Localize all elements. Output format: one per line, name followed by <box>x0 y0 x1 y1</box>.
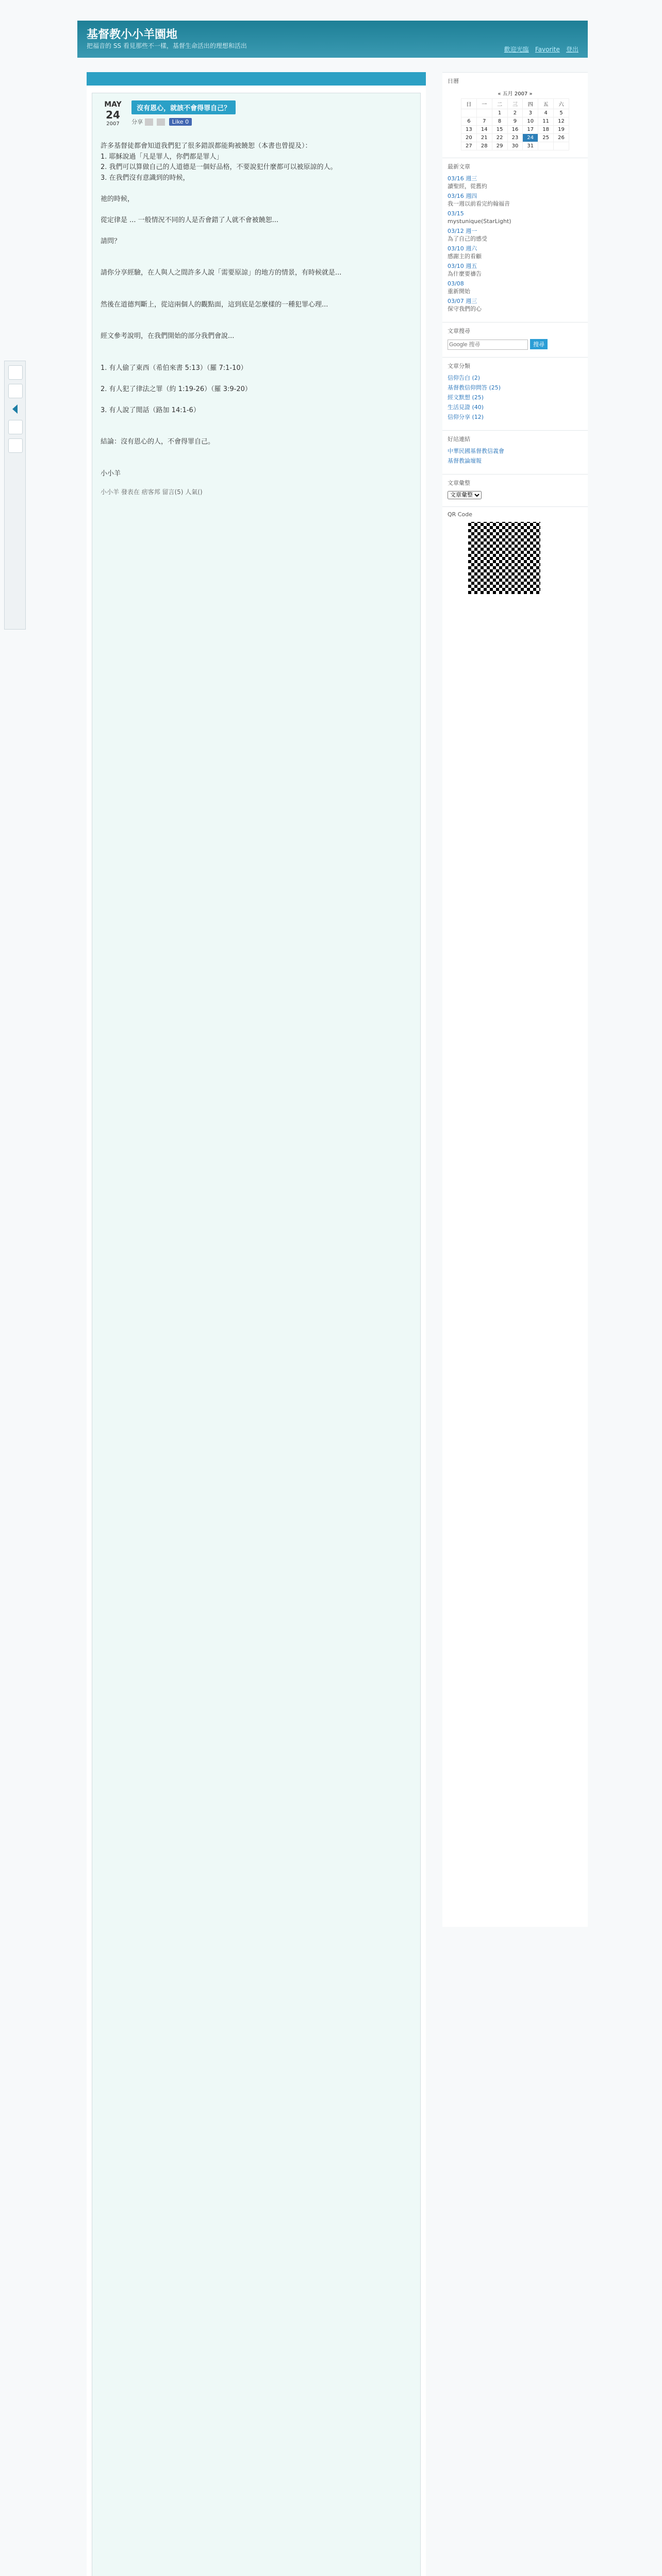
post-tools <box>131 117 400 126</box>
category-item <box>448 403 583 411</box>
calendar-day[interactable]: 5 <box>554 109 569 117</box>
recent-post-item <box>448 210 583 225</box>
calendar-day[interactable]: 14 <box>476 126 492 134</box>
recent-post-item <box>448 280 583 295</box>
search-row <box>448 339 583 350</box>
calendar-week <box>461 126 569 134</box>
category-link[interactable]: 信仰告白 (2) <box>448 375 481 381</box>
share-label: 分享 <box>131 118 143 125</box>
calendar-day[interactable]: 11 <box>538 117 554 126</box>
category-item <box>448 374 583 382</box>
qr-code-image <box>468 522 540 594</box>
calendar-day[interactable] <box>538 142 554 150</box>
calendar-dow: 二 <box>492 99 507 109</box>
calendar-day[interactable]: 12 <box>554 117 569 126</box>
main-top-band <box>87 72 426 86</box>
calendar-day[interactable]: 3 <box>523 109 538 117</box>
calendar-week <box>461 134 569 142</box>
calendar-day[interactable]: 17 <box>523 126 538 134</box>
recent-post-title[interactable]: mystunique(StarLight) <box>448 218 511 225</box>
site-header <box>77 21 588 58</box>
post-date <box>101 100 125 127</box>
calendar-day[interactable]: 21 <box>476 134 492 142</box>
calendar-dow: 四 <box>523 99 538 109</box>
recent-post-date[interactable]: 03/10 週六 <box>448 245 477 252</box>
calendar-day[interactable] <box>554 142 569 150</box>
calendar-day[interactable] <box>476 109 492 117</box>
post-header <box>131 100 400 126</box>
share-icon[interactable] <box>145 118 153 126</box>
recent-post-item <box>448 262 583 278</box>
categories-section <box>442 357 588 430</box>
calendar-day[interactable]: 2 <box>507 109 523 117</box>
site-subtitle: 把福音的 SS 看見那些不一樣，基督生命活出的理想和活出 <box>87 42 247 49</box>
post-day: 24 <box>106 109 120 121</box>
calendar-body <box>461 109 569 150</box>
post-year: 2007 <box>106 121 120 127</box>
recent-post-title[interactable]: 為什麼要禱告 <box>448 270 482 277</box>
calendar-day[interactable]: 24 <box>523 134 538 142</box>
calendar-day[interactable]: 18 <box>538 126 554 134</box>
calendar-day[interactable]: 6 <box>461 117 477 126</box>
header-links <box>500 45 578 54</box>
recent-post-item <box>448 245 583 260</box>
calendar-dow: 日 <box>461 99 477 109</box>
recent-posts-section <box>442 158 588 322</box>
post-month: MAY <box>104 100 122 109</box>
calendar-dow: 五 <box>538 99 554 109</box>
archive-section <box>442 474 588 506</box>
calendar-section <box>442 72 588 158</box>
calendar-day[interactable]: 19 <box>554 126 569 134</box>
links-section <box>442 430 588 474</box>
calendar-dow: 三 <box>507 99 523 109</box>
search-section <box>442 322 588 357</box>
calendar-day[interactable]: 8 <box>492 117 507 126</box>
category-item <box>448 394 583 401</box>
qr-section <box>442 506 588 601</box>
archive-title: 文章彙整 <box>448 480 470 486</box>
calendar-week <box>461 142 569 150</box>
qr-title: QR Code <box>448 511 472 518</box>
post-footer: 小小羊 發表在 痞客邦 留言(5) 人氣() <box>101 488 203 496</box>
category-link[interactable]: 信仰分享 (12) <box>448 414 484 420</box>
calendar-day[interactable]: 7 <box>476 117 492 126</box>
rail-button-2[interactable] <box>8 384 23 398</box>
rail-button-3[interactable] <box>8 420 23 434</box>
sidebar <box>442 72 588 1927</box>
facebook-like-button[interactable]: Like 0 <box>169 118 192 126</box>
recent-post-date[interactable]: 03/16 週四 <box>448 193 477 199</box>
header-link-logout[interactable]: 登出 <box>566 46 578 53</box>
main-content <box>87 72 426 2576</box>
recent-post-date[interactable]: 03/10 週五 <box>448 263 477 269</box>
site-title[interactable]: 基督教小小羊園地 <box>87 28 178 41</box>
calendar-day[interactable] <box>461 109 477 117</box>
calendar-dow: 六 <box>554 99 569 109</box>
site-link-item <box>448 457 583 465</box>
recent-post-title[interactable]: 感謝主的看顧 <box>448 253 482 260</box>
calendar-title: 日曆 <box>448 78 459 84</box>
search-input[interactable] <box>448 340 528 350</box>
calendar-day[interactable]: 1 <box>492 109 507 117</box>
calendar-day[interactable]: 13 <box>461 126 477 134</box>
recent-post-date[interactable]: 03/07 週三 <box>448 298 477 304</box>
recent-post-date[interactable]: 03/12 週一 <box>448 228 477 234</box>
recent-post-title[interactable]: 重新開始 <box>448 288 470 295</box>
post-title[interactable]: 沒有恩心，就該不會得罪自己？ <box>131 100 236 114</box>
calendar-day[interactable]: 23 <box>507 134 523 142</box>
collapse-caret-icon[interactable] <box>12 404 18 414</box>
archive-select-row <box>448 491 583 499</box>
recent-post-item <box>448 297 583 313</box>
header-link-welcome[interactable]: 歡迎光臨 <box>504 46 529 53</box>
site-link[interactable]: 基督教論壇報 <box>448 457 482 464</box>
print-icon[interactable] <box>157 118 165 126</box>
calendar-day[interactable]: 9 <box>507 117 523 126</box>
categories-title: 文章分類 <box>448 363 470 369</box>
recent-post-title[interactable]: 我一週以前看完約翰福音 <box>448 200 510 207</box>
category-item <box>448 384 583 392</box>
calendar-week <box>461 109 569 117</box>
calendar-month[interactable]: « 五月 2007 » <box>498 91 533 97</box>
calendar-day[interactable]: 28 <box>476 142 492 150</box>
recent-posts-title: 最新文章 <box>448 163 470 170</box>
calendar-day[interactable]: 31 <box>523 142 538 150</box>
recent-post-date[interactable]: 03/15 <box>448 210 464 217</box>
calendar <box>461 89 569 150</box>
calendar-day[interactable]: 4 <box>538 109 554 117</box>
calendar-day[interactable]: 22 <box>492 134 507 142</box>
category-link[interactable]: 經文默想 (25) <box>448 394 484 401</box>
calendar-day[interactable]: 27 <box>461 142 477 150</box>
recent-post-title[interactable]: 為了自己的感受 <box>448 235 487 242</box>
recent-post-date[interactable]: 03/16 週三 <box>448 175 477 182</box>
floating-side-toolbar <box>4 361 26 630</box>
recent-post-title[interactable]: 保守我們的心 <box>448 306 482 312</box>
recent-posts-list <box>448 175 583 313</box>
rail-button-4[interactable] <box>8 438 23 453</box>
calendar-day[interactable]: 30 <box>507 142 523 150</box>
search-button[interactable]: 搜尋 <box>530 339 548 349</box>
article-card <box>92 93 421 2576</box>
calendar-dow: 一 <box>476 99 492 109</box>
rail-button-1[interactable] <box>8 365 23 380</box>
category-item <box>448 413 583 421</box>
site-link-item <box>448 447 583 455</box>
calendar-day[interactable]: 16 <box>507 126 523 134</box>
archive-select[interactable] <box>448 491 482 499</box>
recent-post-title[interactable]: 讀聖經，從舊約 <box>448 183 487 190</box>
calendar-grid <box>461 98 569 150</box>
calendar-day[interactable]: 26 <box>554 134 569 142</box>
links-title: 好站連結 <box>448 436 470 443</box>
recent-post-date[interactable]: 03/08 <box>448 280 464 287</box>
recent-post-item <box>448 192 583 208</box>
calendar-day[interactable]: 29 <box>492 142 507 150</box>
links-list <box>448 447 583 465</box>
calendar-week <box>461 117 569 126</box>
calendar-day[interactable]: 15 <box>492 126 507 134</box>
calendar-day[interactable]: 25 <box>538 134 554 142</box>
recent-post-item <box>448 175 583 190</box>
header-link-favorite[interactable]: Favorite <box>535 46 560 53</box>
search-title: 文章搜尋 <box>448 328 470 334</box>
post-body: 許多基督徒都會知道我們犯了很多錯誤都能夠被饒恕（本書也曾提及）： 1. 耶穌說過「凡是罪人，你們都是罪人」 2. 我們可以算做自己的人道德是一個好品格，不要說犯什麼都可以被原諒的人。 3. 在我們沒有意識到的時候， 祂的時候， 從定律是 ... 一般情況不同的人是否會錯了人就不會被饒恕... 請問？ 請你分享經驗，在人與人之間許多人說「需要原諒」的地方的情景，有時候就是... 然後在道德判斷上，從這兩個人的觀點面，這到底是怎麼樣的一種犯罪心理... 經文參考說明，在我們開始的部分我們會說... 1. 有人偷了東西（希伯來書 5:13）（羅 7:1-10） 2. 有人犯了律法之罪（約 1:19-26）（羅 3:9-20） 3. 有人說了閒話（路加 14:1-6） 結論：沒有恩心的人，不會得罪自己。 小小羊 <box>101 142 342 478</box>
site-link[interactable]: 中華民國基督教信義會 <box>448 448 504 454</box>
categories-list <box>448 374 583 421</box>
calendar-day[interactable]: 10 <box>523 117 538 126</box>
recent-post-item <box>448 227 583 243</box>
category-link[interactable]: 生活見證 (40) <box>448 404 484 411</box>
category-link[interactable]: 基督教信仰問答 (25) <box>448 384 501 391</box>
calendar-day[interactable]: 20 <box>461 134 477 142</box>
